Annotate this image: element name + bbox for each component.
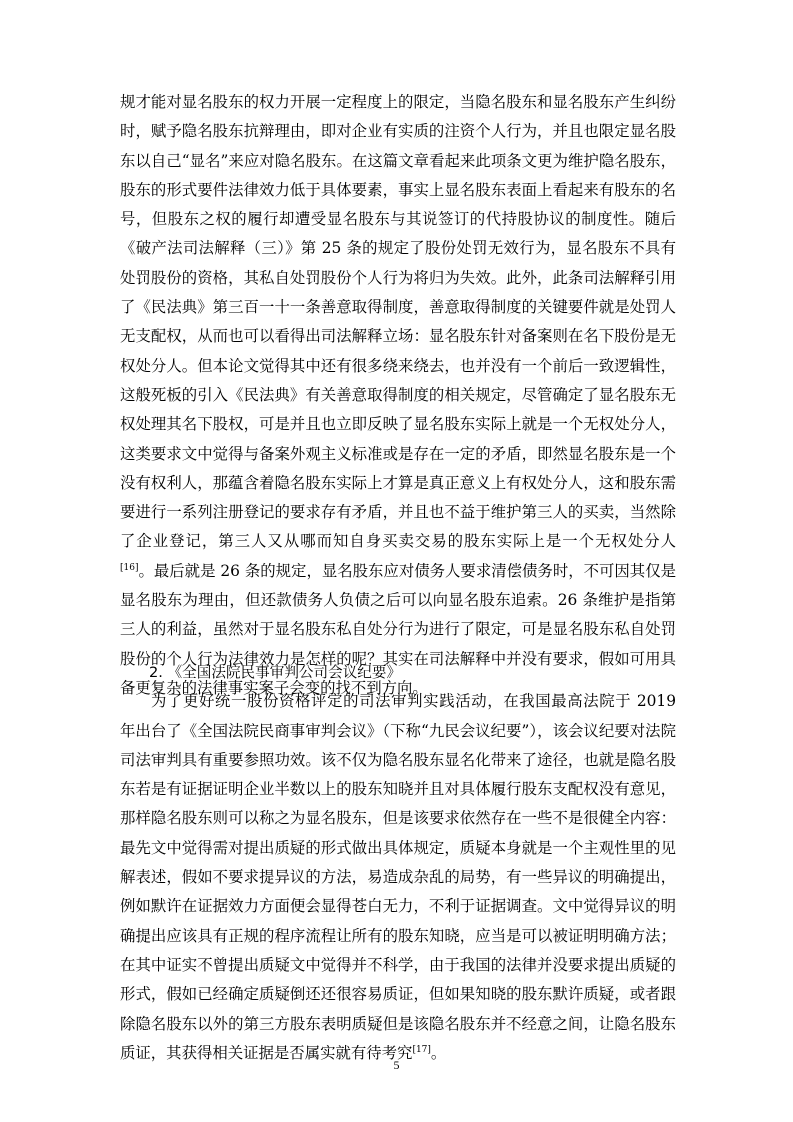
section-paragraph bbox=[120, 687, 676, 1068]
paragraph-text: 规才能对显名股东的权力开展一定程度上的限定，当隐名股东和显名股东产生纠纷时，赋予隐名股东抗辩理由，即对企业有实质的注资个人行为，并且也限定显名股东以自己“显名”来应对隐名股东。在这篇文章看起来此项条文更为维护隐名股东，股东的形式要件法律效力低于具体要素，事实上显名股东表面上看起来有股东的名号，但股东之权的履行却遭受显名股东与其说签订的代持股协议的制度性。随后《破产法司法解释（三）》第 25 条的规定了股份处罚无效行为，显名股东不具有处罚股份的资格，其私自处罚股份个人行为将归为失效。此外，此条司法解释引用了《民法典》第三百一十一条善意取得制度，善意取得制度的关键要件就是处罚人无支配权，从而也可以看得出司法解释立场：显名股东针对备案则在名下股份是无权处分人。但本论文觉得其中还有很多绕来绕去，也并没有一个前后一致逻辑性，这般死板的引入《民法典》有关善意取得制度的相关规定，尽管确定了显名股东无权处理其名下股权，可是并且也立即反映了显名股东实际上就是一个无权处分人，这类要求文中觉得与备案外观主义标准或是存在一定的矛盾，即然显名股东是一个没有权利人，那蕴含着隐名股东实际上才算是真正意义上有权处分人，这和股东需要进行一系列注册登记的要求存有矛盾，并且也不益于维护第三人的买卖，当然除了企业登记，第三人又从哪而知自身买卖交易的股东实际上是一个无权处分人 bbox=[120, 93, 676, 551]
section-heading bbox=[120, 658, 676, 687]
paragraph-text-after-citation: 。最后就是 26 条的规定，显名股东应对债务人要求清偿债务时，不可因其仅是显名股东为理由，但还款债务人负债之后可以向显名股东追索。26 条维护是指第三人的利益，虽然对于显名股东私自处分行为进行了限定，可是显名股东私自处罚股份的个人行为法律效力是怎样的呢？其实在司法解释中并没有要求，假如可用具备更复杂的法律事实案子会变的找不到方向。 bbox=[120, 561, 676, 697]
citation-17: [17] bbox=[412, 1044, 431, 1055]
section-title: 《全国法院民事审判公司会议纪要》 bbox=[167, 664, 402, 681]
page-number: 5 bbox=[393, 1058, 400, 1072]
paragraph-text: 为了更好统一股份资格评定的司法审判实践活动，在我国最高法院于 2019 年出台了《全国法院民商事审判会议》（下称“九民会议纪要”），该会议纪要对法院司法审判具有重要参照功效。该不仅为隐名股东显名化带来了途径，也就是隐名股东若是有证据证明企业半数以上的股东知晓并且对具体履行股东支配权没有意见，那样隐名股东则可以称之为显名股东，但是该要求依然存在一些不是很健全内容：最先文中觉得需对提出质疑的形式做出具体规定，质疑本身就是一个主观性里的见解表述，假如不要求提异议的方法，易造成杂乱的局势，有一些异议的明确提出，例如默许在证据效力方面便会显得苍白无力，不利于证据调查。文中觉得异议的明确提出应该具有正规的程序流程让所有的股东知晓，应当是可以被证明明确方法；在其中证实不曾提出质疑文中觉得并不科学，由于我国的法律并没要求提出质疑的形式，假如已经确定质疑倒还还很容易质证，但如果知晓的股东默许质疑，或者跟除隐名股东以外的第三方股东表明质疑但是该隐名股东并不经意之间，让隐名股东质证，其获得相关证据是否属实就有待考究 bbox=[120, 692, 676, 1062]
section-number: 2. bbox=[149, 664, 163, 681]
section-2 bbox=[120, 658, 676, 1068]
continuation-paragraph bbox=[120, 88, 676, 703]
citation-16: [16] bbox=[120, 562, 139, 573]
paragraph-text-after-citation: 。 bbox=[430, 1043, 447, 1062]
